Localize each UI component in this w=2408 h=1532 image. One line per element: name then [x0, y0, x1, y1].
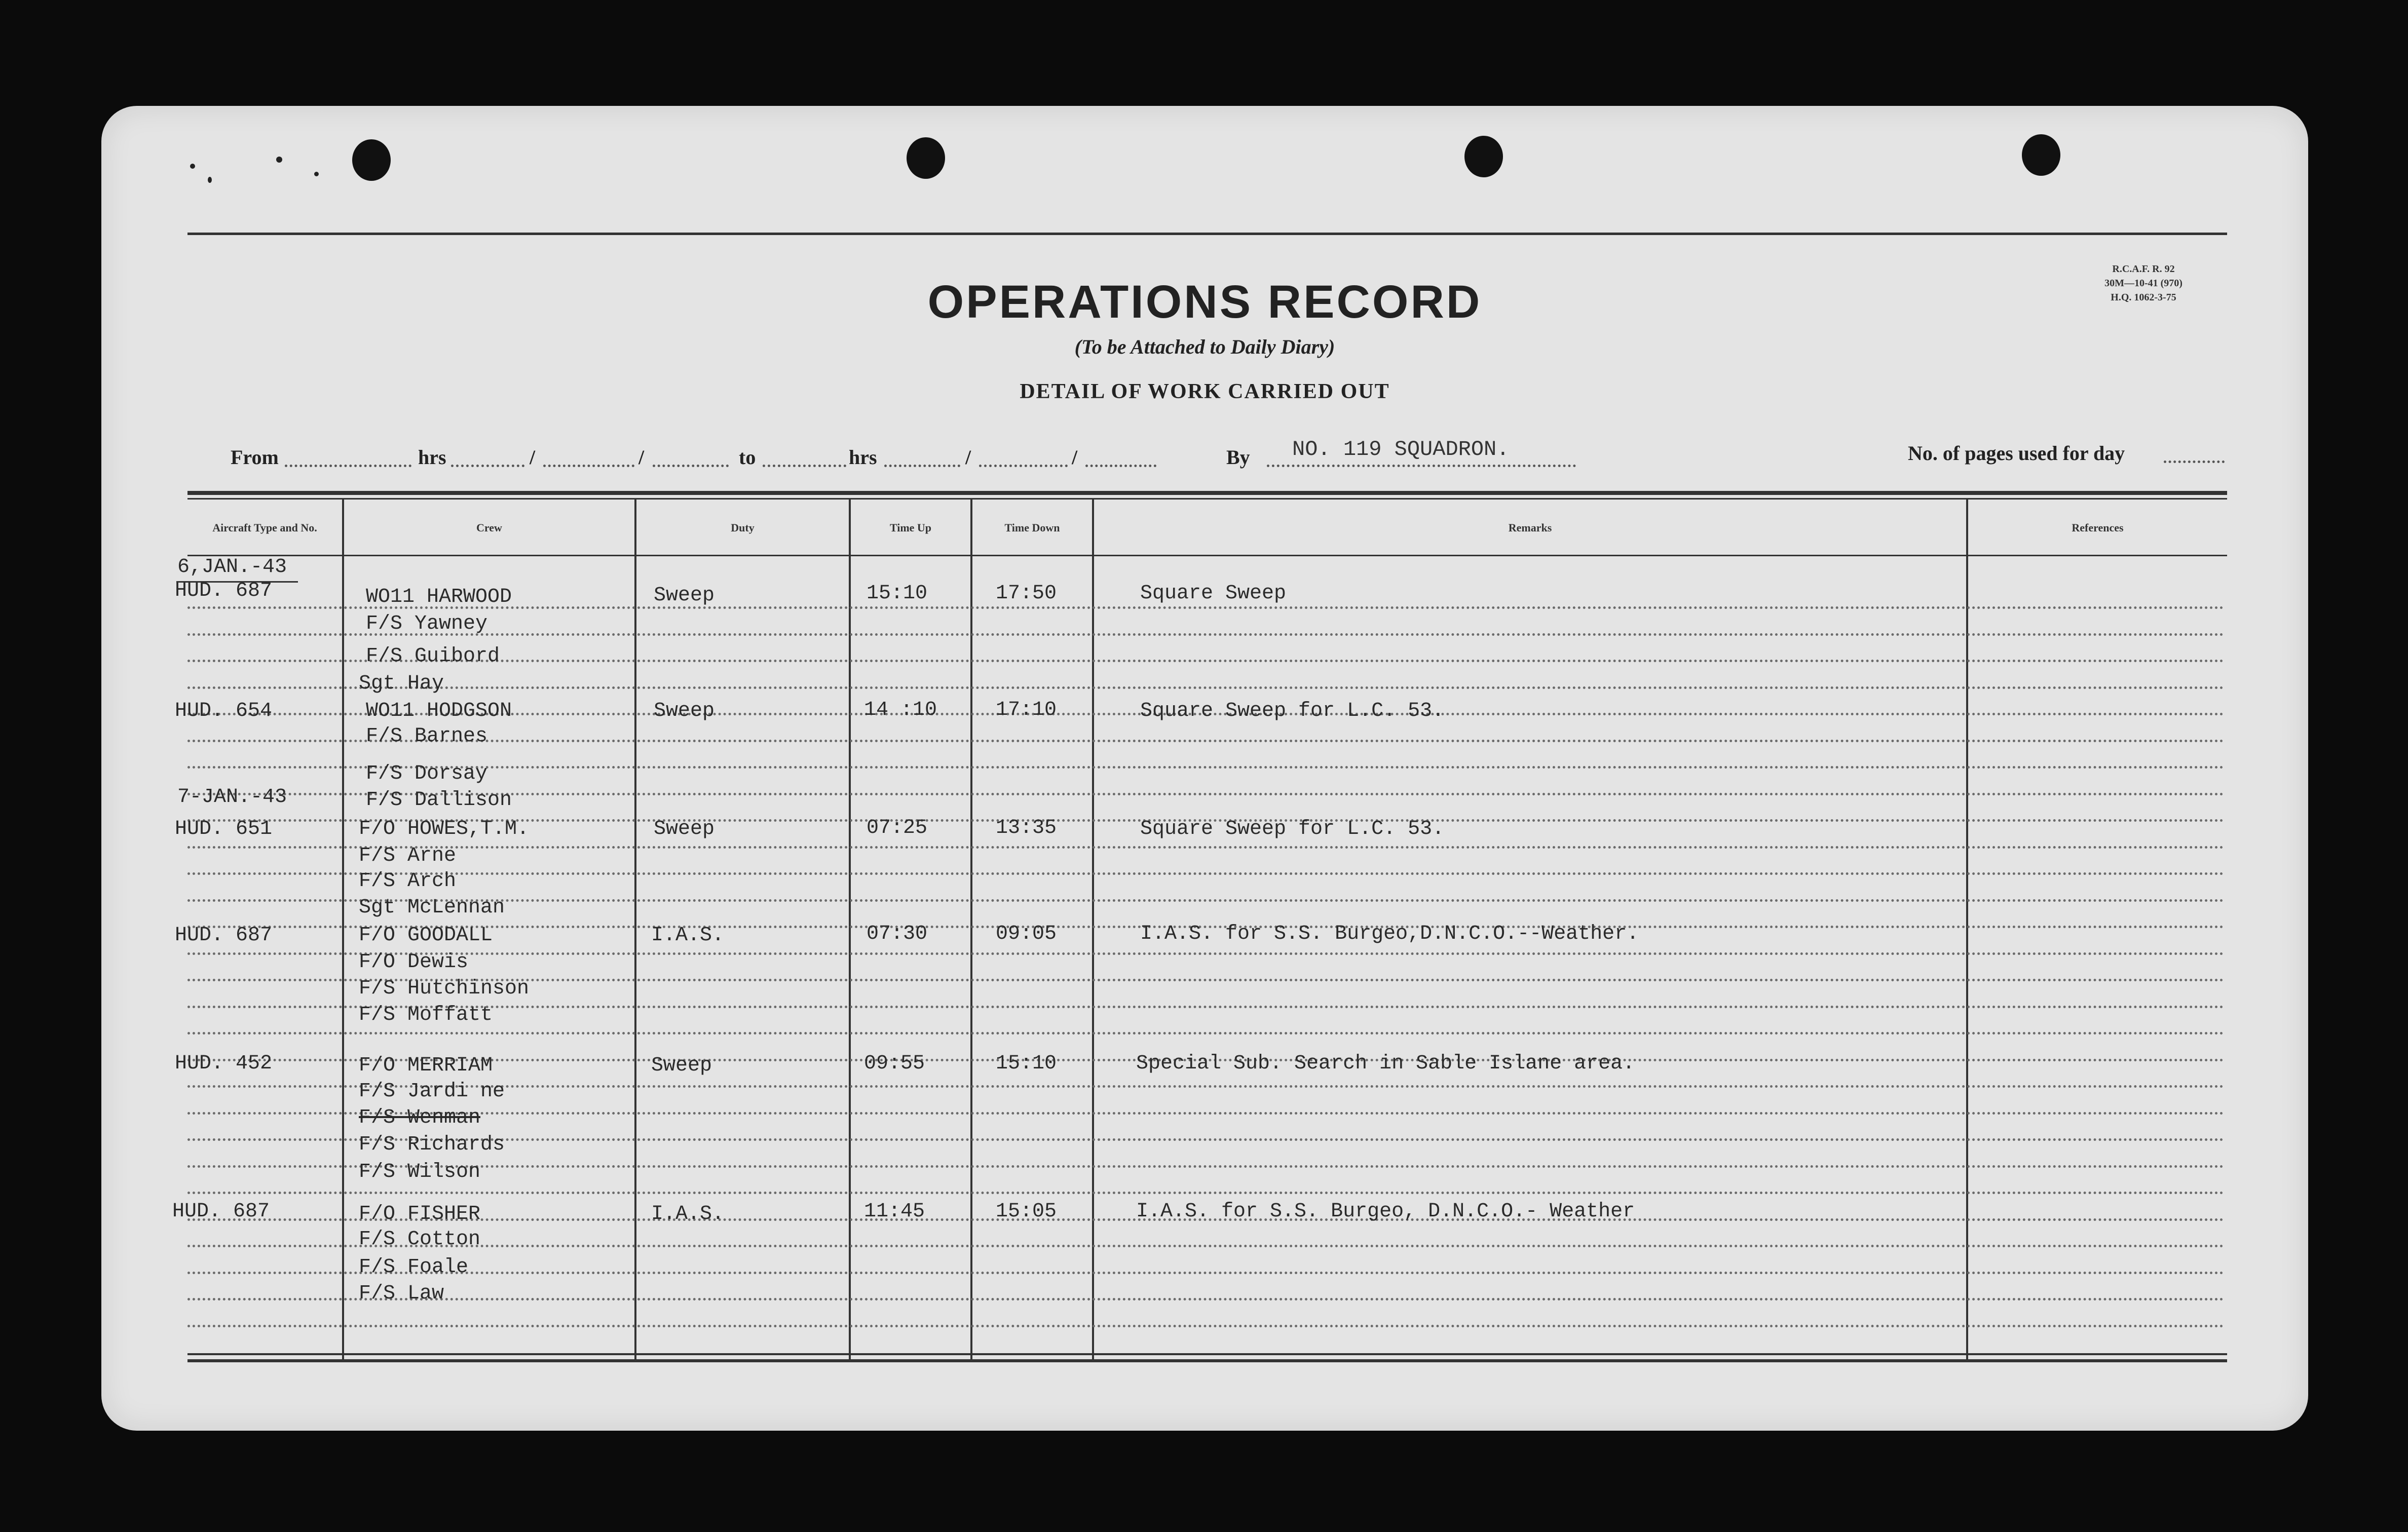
- punch-hole: [1464, 136, 1503, 177]
- crew-cell: F/S Barnes: [366, 725, 488, 748]
- crew-cell: F/S Arne: [359, 845, 457, 867]
- crew-cell: F/S Yawney: [366, 612, 488, 635]
- table-bottom-rule-thick: [187, 1359, 2227, 1362]
- crew-cell: WO11 HARWOOD: [366, 586, 512, 608]
- column-divider: [1966, 498, 1968, 1361]
- crew-cell: F/O HOWES,T.M.: [359, 818, 530, 840]
- remarks-cell: I.A.S. for S.S. Burgeo,D.N.C.O.--Weather.: [1140, 923, 1639, 945]
- ruled-line: [187, 1272, 2225, 1274]
- remarks-cell: Square Sweep: [1140, 582, 1287, 605]
- time-up-cell: 09:55: [864, 1052, 925, 1075]
- crew-cell: Sgt McLennan: [359, 896, 505, 919]
- speck: [190, 164, 195, 169]
- table-top-rule-thin: [187, 498, 2227, 500]
- slash: /: [965, 446, 971, 469]
- crew-cell: F/O MERRIAM: [359, 1054, 493, 1077]
- fill-dots: [653, 465, 729, 467]
- header-references: References: [2072, 521, 2124, 534]
- crew-cell: F/S Hutchinson: [359, 977, 530, 1000]
- crew-cell: F/S Richards: [359, 1133, 505, 1156]
- duty-cell: Sweep: [654, 818, 715, 840]
- punch-hole: [352, 139, 391, 181]
- crew-cell: F/S Cotton: [359, 1228, 481, 1251]
- aircraft-cell: HUD. 452: [175, 1052, 273, 1075]
- fill-dots: [451, 465, 524, 467]
- table-top-rule: [187, 491, 2227, 495]
- ruled-line: [187, 1245, 2225, 1247]
- crew-cell: Sgt Hay: [359, 672, 444, 695]
- slash: /: [638, 446, 645, 469]
- remarks-cell: Square Sweep for L.C. 53.: [1140, 700, 1445, 722]
- duty-cell: Sweep: [654, 700, 715, 722]
- pages-label: No. of pages used for day: [1908, 442, 2125, 465]
- ruled-line: [187, 766, 2225, 769]
- ruled-line: [187, 686, 2225, 689]
- ruled-line: [187, 1165, 2225, 1168]
- aircraft-cell: HUD. 654: [175, 700, 273, 722]
- date-label: 7-JAN.-43: [177, 786, 287, 809]
- crew-cell: F/S Jardi ne: [359, 1080, 505, 1103]
- time-down-cell: 09:05: [996, 923, 1057, 945]
- ruled-line: [187, 1006, 2225, 1008]
- speck: [314, 172, 319, 176]
- hrs-label: hrs: [418, 446, 446, 469]
- crew-cell: F/S Law: [359, 1282, 444, 1305]
- top-rule: [187, 233, 2227, 235]
- ruled-line: [187, 1298, 2225, 1300]
- to-label: to: [739, 446, 756, 469]
- form-title: OPERATIONS RECORD: [927, 276, 1482, 328]
- by-label: By: [1226, 446, 1250, 469]
- time-down-cell: 17:10: [996, 699, 1057, 721]
- slash: /: [530, 446, 536, 469]
- date-label: 6,JAN.-43: [177, 556, 287, 579]
- crew-cell: F/S Wilson: [359, 1161, 481, 1183]
- column-divider: [970, 498, 972, 1361]
- time-down-cell: 13:35: [996, 817, 1057, 839]
- fill-dots: [285, 465, 411, 467]
- column-divider: [342, 498, 344, 1361]
- time-down-cell: 15:05: [996, 1200, 1057, 1223]
- from-label: From: [231, 446, 279, 469]
- time-up-cell: 07:30: [867, 923, 928, 945]
- column-divider: [1092, 498, 1094, 1361]
- crew-cell: F/O Dewis: [359, 951, 469, 974]
- speck: [276, 157, 282, 163]
- ruled-line: [187, 740, 2225, 742]
- speck: [208, 177, 212, 183]
- fill-dots: [543, 465, 634, 467]
- aircraft-cell: HUD. 687: [175, 924, 273, 947]
- crew-cell: F/S Arch: [359, 870, 457, 893]
- crew-cell: WO11 HODGSON: [366, 700, 512, 722]
- ruled-line: [187, 952, 2225, 955]
- duty-cell: Sweep: [651, 1054, 712, 1077]
- header-rule: [187, 555, 2227, 556]
- fill-dots: [979, 465, 1068, 467]
- header-remarks: Remarks: [1508, 521, 1552, 534]
- crew-cell: F/S Moffatt: [359, 1004, 493, 1026]
- remarks-cell: Square Sweep for L.C. 53.: [1140, 818, 1445, 840]
- aircraft-cell: HUD. 687: [172, 1200, 270, 1223]
- remarks-cell: I.A.S. for S.S. Burgeo, D.N.C.O.- Weather: [1136, 1200, 1635, 1223]
- slash: /: [1072, 446, 1078, 469]
- fill-dots: [884, 465, 960, 467]
- crew-cell: F/S Dorsay: [366, 762, 488, 785]
- ruled-line: [187, 1325, 2225, 1327]
- crew-cell: F/S Foale: [359, 1256, 469, 1279]
- crew-cell: F/S Guibord: [366, 645, 500, 668]
- aircraft-cell: HUD. 651: [175, 818, 273, 840]
- ruled-line: [187, 872, 2225, 875]
- ruled-line: [187, 1192, 2225, 1194]
- header-duty: Duty: [731, 521, 755, 534]
- time-up-cell: 14 :10: [864, 699, 937, 721]
- form-code-line: R.C.A.F. R. 92: [2112, 263, 2175, 275]
- form-code-line: 30M—10-41 (970): [2104, 278, 2183, 289]
- squadron-name: NO. 119 SQUADRON.: [1292, 437, 1510, 462]
- crew-cell: F/O GOODALL: [359, 924, 493, 947]
- ruled-line: [187, 633, 2225, 636]
- detail-heading: DETAIL OF WORK CARRIED OUT: [1020, 380, 1390, 403]
- column-divider: [849, 498, 851, 1361]
- ruled-line: [187, 846, 2225, 849]
- column-divider: [634, 498, 636, 1361]
- header-crew: Crew: [476, 521, 502, 534]
- duty-cell: Sweep: [654, 584, 715, 607]
- fill-dots: [763, 465, 846, 467]
- crew-cell: F/O FISHER: [359, 1203, 481, 1225]
- crew-cell: F/S Dallison: [366, 789, 512, 812]
- time-up-cell: 15:10: [867, 582, 928, 605]
- remarks-cell: Special Sub. Search in Sable Islane area.: [1136, 1052, 1635, 1075]
- form-code-line: H.Q. 1062-3-75: [2111, 292, 2176, 303]
- time-down-cell: 17:50: [996, 582, 1057, 605]
- hrs-label: hrs: [849, 446, 877, 469]
- duty-cell: I.A.S.: [651, 1203, 725, 1225]
- ruled-line: [187, 1112, 2225, 1115]
- table-bottom-rule: [187, 1353, 2227, 1355]
- form-code: [2067, 262, 2219, 304]
- fill-dots: [2164, 461, 2225, 463]
- record-card: [101, 106, 2308, 1431]
- punch-hole: [2022, 134, 2060, 176]
- time-up-cell: 07:25: [867, 817, 928, 839]
- header-aircraft: Aircraft Type and No.: [212, 521, 317, 534]
- fill-dots: [1085, 465, 1156, 467]
- punch-hole: [907, 137, 945, 179]
- time-up-cell: 11:45: [864, 1200, 925, 1223]
- duty-cell: I.A.S.: [651, 924, 725, 947]
- aircraft-cell: HUD. 687: [175, 580, 273, 602]
- fill-dots: [1267, 465, 1576, 467]
- form-subtitle: (To be Attached to Daily Diary): [1074, 335, 1335, 358]
- crew-cell: F/S Wenman: [359, 1106, 481, 1129]
- header-time-up: Time Up: [889, 521, 932, 534]
- header-time-down: Time Down: [1004, 521, 1060, 534]
- ruled-line: [187, 1032, 2225, 1035]
- time-down-cell: 15:10: [996, 1052, 1057, 1075]
